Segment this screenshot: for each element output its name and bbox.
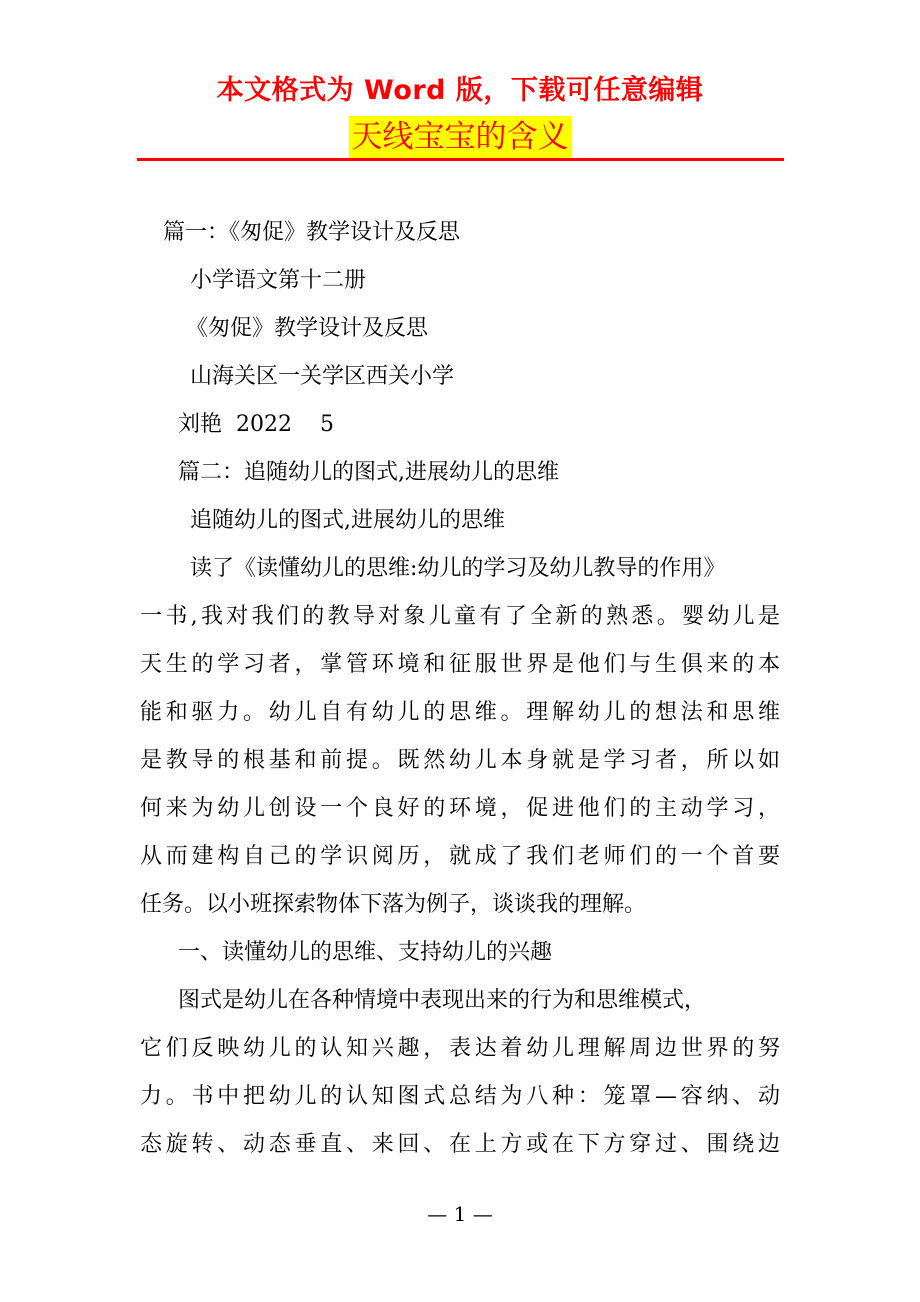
paragraph1-line: 是教导的根基和前提。既然幼儿本身就是学习者，所以如 — [140, 748, 780, 773]
paragraph1-line: 何来为幼儿创设一个良好的环境，促进他们的主动学习， — [140, 796, 780, 821]
document-title: 天线宝宝的含义 — [349, 116, 572, 158]
paragraph2-line: 态旋转、动态垂直、来回、在上方或在下方穿过、围绕边 — [140, 1132, 780, 1157]
document-title-wrap — [0, 116, 920, 158]
paragraph1-line: 天生的学习者，掌管环境和征服世界是他们与生俱来的本 — [140, 652, 780, 677]
paragraph1-last-line: 任务。以小班探索物体下落为例子，谈谈我的理解。 — [140, 892, 647, 917]
title-divider — [137, 158, 784, 161]
page-number: — 1 — — [427, 1202, 493, 1226]
section2-heading: 篇二：追随幼儿的图式,进展幼儿的思维 — [178, 460, 559, 485]
paragraph1-line: 一书,我对我们的教导对象儿童有了全新的熟悉。婴幼儿是 — [140, 604, 780, 629]
subtitle-textbook: 小学语文第十二册 — [190, 268, 367, 293]
paragraph2-line: 力。书中把幼儿的认知图式总结为八种：笼罩—容纳、动 — [140, 1084, 780, 1109]
author-date: 刘艳 2022 5 — [178, 412, 334, 437]
school-name: 山海关区一关学区西关小学 — [190, 364, 455, 389]
paragraph1-line: 能和驱力。幼儿自有幼儿的思维。理解幼儿的想法和思维 — [140, 700, 780, 725]
paragraph2-first-line: 图式是幼儿在各种情境中表现出来的行为和思维模式， — [178, 988, 707, 1013]
paragraph1-first-line: 读了《读懂幼儿的思维:幼儿的学习及幼儿教导的作用》 — [190, 556, 726, 581]
section2-subtitle: 追随幼儿的图式,进展幼儿的思维 — [190, 508, 505, 533]
paragraph1-line: 从而建构自己的学识阅历，就成了我们老师们的一个首要 — [140, 844, 780, 869]
subheading-one: 一、读懂幼儿的思维、支持幼儿的兴趣 — [178, 940, 553, 965]
paragraph2-line: 它们反映幼儿的认知兴趣，表达着幼儿理解周边世界的努 — [140, 1036, 780, 1061]
format-notice-banner: 本文格式为 Word 版，下载可任意编辑 — [216, 75, 704, 106]
subtitle-lesson: 《匆促》教学设计及反思 — [186, 316, 429, 341]
section1-heading: 篇一：《匆促》教学设计及反思 — [163, 220, 461, 245]
